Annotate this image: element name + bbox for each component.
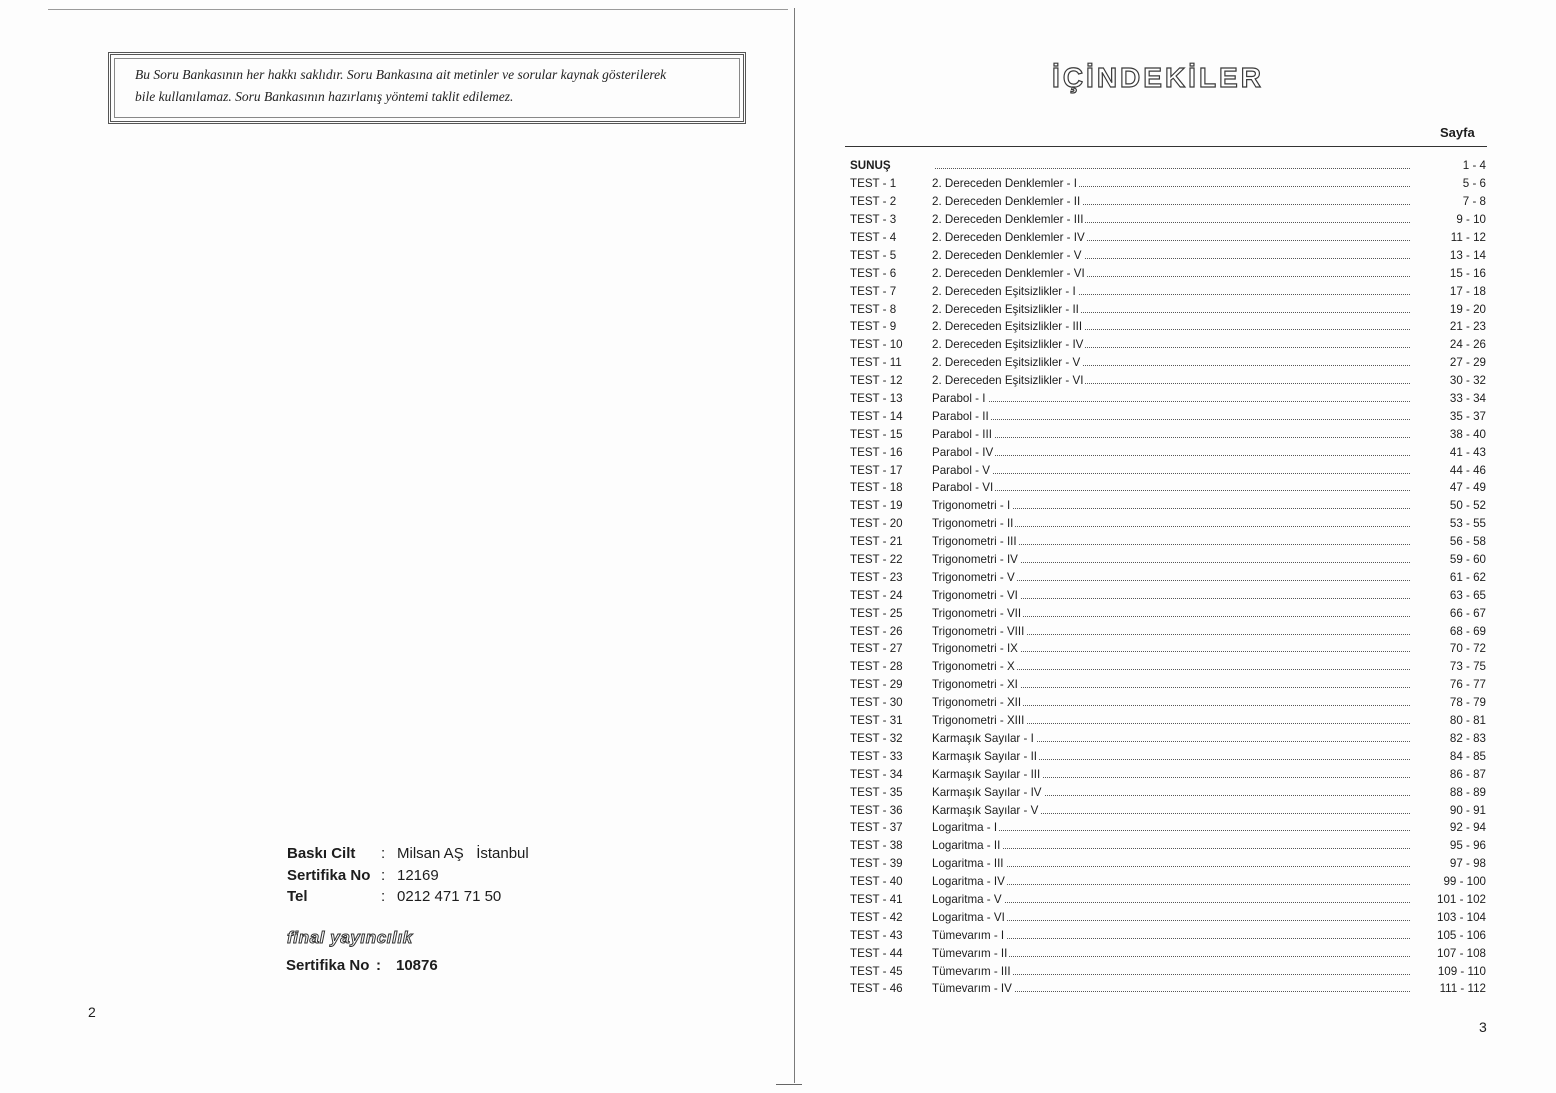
printer-row [287,843,529,865]
toc-label: TEST - 29 [850,678,903,692]
toc-row [850,855,1486,873]
printer-label: Tel [287,888,308,906]
toc-label: TEST - 33 [850,749,903,763]
toc-row [850,891,1486,909]
toc-title-text: Trigonometri - X [932,660,1015,674]
toc-row [850,425,1486,443]
toc-pages: 105 - 106 [1437,928,1486,942]
toc-title-text: Karmaşık Sayılar - III [932,767,1041,781]
printer-separator: : [381,866,386,884]
toc-label: TEST - 25 [850,606,903,620]
toc-title [932,947,1410,960]
toc-title-text: Logaritma - I [932,821,998,835]
toc-row [850,264,1486,282]
printer-value: 0212 471 71 50 [397,888,502,906]
toc-row [850,533,1486,551]
toc-row [850,515,1486,533]
toc-title-text: Trigonometri - VIII [932,624,1025,638]
toc-title [932,714,1410,727]
toc-title-text: Trigonometri - XI [932,678,1018,692]
toc-row [850,604,1486,622]
toc-pages: 33 - 34 [1449,392,1486,406]
toc-row [850,157,1486,175]
printer-separator: : [381,845,386,863]
toc-pages: 80 - 81 [1449,714,1486,728]
toc-label: TEST - 39 [850,857,903,871]
toc-row [850,640,1486,658]
toc-pages: 24 - 26 [1449,338,1486,352]
toc-pages: 88 - 89 [1449,785,1486,799]
toc-row [850,443,1486,461]
toc-row [850,300,1486,318]
toc-title [932,374,1410,387]
toc-row [850,229,1486,247]
page-column-header: Sayfa [1440,125,1475,140]
toc-row [850,390,1486,408]
toc-title [932,535,1410,548]
toc-label: TEST - 1 [850,177,897,191]
toc-title-text: Karmaşık Sayılar - II [932,749,1038,763]
toc-pages: 21 - 23 [1449,320,1486,334]
toc-label: TEST - 26 [850,624,903,638]
toc-title-text: Parabol - VI [932,481,994,495]
toc-label: TEST - 32 [850,731,903,745]
toc-title [932,893,1410,906]
toc-pages: 63 - 65 [1449,588,1486,602]
toc-label: TEST - 35 [850,785,903,799]
toc-label: TEST - 28 [850,660,903,674]
toc-label: TEST - 27 [850,642,903,656]
toc-label: TEST - 8 [850,302,897,316]
toc-row [850,783,1486,801]
toc-row [850,407,1486,425]
toc-row [850,962,1486,980]
toc-pages: 35 - 37 [1449,409,1486,423]
toc-pages: 97 - 98 [1449,857,1486,871]
toc-pages: 50 - 52 [1449,499,1486,513]
toc-label: SUNUŞ [850,159,891,173]
toc-pages: 99 - 100 [1443,875,1486,889]
toc-title [932,159,1410,172]
header-rule [845,146,1487,147]
toc-title [932,857,1410,870]
toc-title-text: Karmaşık Sayılar - IV [932,785,1042,799]
toc-pages: 15 - 16 [1449,266,1486,280]
toc-title-text: Trigonometri - IV [932,553,1018,567]
toc-title-text: 2. Dereceden Denklemler - II [932,195,1081,209]
publisher-cert-value: 10876 [396,957,438,974]
printer-separator: : [381,888,386,906]
toc-label: TEST - 5 [850,248,897,262]
toc-label: TEST - 14 [850,409,903,423]
toc-row [850,944,1486,962]
toc-label: TEST - 12 [850,374,903,388]
toc-label: TEST - 43 [850,928,903,942]
toc-title-text: Karmaşık Sayılar - I [932,731,1034,745]
toc-title [932,732,1410,745]
page-title: İÇİNDEKİLER [1052,62,1264,93]
toc-label: TEST - 30 [850,696,903,710]
toc-row [850,551,1486,569]
toc-title [932,231,1410,244]
toc-title-text: 2. Dereceden Denklemler - V [932,248,1082,262]
toc-pages: 92 - 94 [1449,821,1486,835]
printer-row [287,886,529,908]
toc-pages: 9 - 10 [1456,213,1486,227]
toc-title-text: 2. Dereceden Denklemler - III [932,213,1084,227]
toc-pages: 5 - 6 [1462,177,1486,191]
toc-row [850,211,1486,229]
toc-title-text: Parabol - III [932,427,992,441]
toc-title-text: Tümevarım - I [932,928,1005,942]
toc-title [932,356,1410,369]
toc-pages: 30 - 32 [1449,374,1486,388]
toc-pages: 84 - 85 [1449,749,1486,763]
toc-pages: 19 - 20 [1449,302,1486,316]
toc-title [932,589,1410,602]
toc-label: TEST - 34 [850,767,903,781]
toc-pages: 41 - 43 [1449,445,1486,459]
publisher-logo: final yayıncılık [287,928,413,947]
toc-label: TEST - 19 [850,499,903,513]
toc-title-text: Trigonometri - V [932,570,1015,584]
toc-title-text: Trigonometri - XIII [932,714,1025,728]
printer-info [287,843,529,908]
copyright-notice [108,52,746,124]
toc-pages: 101 - 102 [1437,892,1486,906]
publisher-certificate [286,957,438,974]
toc-pages: 17 - 18 [1449,284,1486,298]
toc-title-text: Trigonometri - XII [932,696,1022,710]
toc-title [932,839,1410,852]
toc-label: TEST - 13 [850,392,903,406]
toc-title [932,571,1410,584]
toc-row [850,837,1486,855]
toc-label: TEST - 15 [850,427,903,441]
toc-label: TEST - 42 [850,910,903,924]
toc-title-text: Parabol - II [932,409,989,423]
page-edge-mark [776,1084,802,1085]
toc-row [850,908,1486,926]
printer-value: Milsan AŞ İstanbul [397,845,529,863]
toc-title-text: Trigonometri - VI [932,588,1018,602]
toc-title [932,285,1410,298]
toc-title [932,660,1410,673]
toc-label: TEST - 6 [850,266,897,280]
toc-pages: 47 - 49 [1449,481,1486,495]
toc-pages: 70 - 72 [1449,642,1486,656]
toc-title-text: Logaritma - III [932,857,1004,871]
toc-row [850,282,1486,300]
toc-title [932,481,1410,494]
toc-title [932,804,1410,817]
toc-label: TEST - 36 [850,803,903,817]
toc-title [932,177,1410,190]
toc-label: TEST - 40 [850,875,903,889]
toc-label: TEST - 45 [850,964,903,978]
toc-row [850,354,1486,372]
toc-label: TEST - 20 [850,517,903,531]
toc-title-text: 2. Dereceden Eşitsizlikler - I [932,284,1076,298]
toc-label: TEST - 22 [850,553,903,567]
toc-title-text: Logaritma - IV [932,875,1005,889]
toc-pages: 78 - 79 [1449,696,1486,710]
toc-row [850,747,1486,765]
toc-pages: 66 - 67 [1449,606,1486,620]
toc-label: TEST - 23 [850,570,903,584]
toc-pages: 111 - 112 [1439,982,1486,996]
toc-title [932,625,1410,638]
printer-value: 12169 [397,866,439,884]
toc-pages: 13 - 14 [1449,248,1486,262]
toc-pages: 53 - 55 [1449,517,1486,531]
toc-title [932,410,1410,423]
toc-pages: 103 - 104 [1437,910,1486,924]
toc-title [932,553,1410,566]
toc-title-text: Tümevarım - III [932,964,1011,978]
toc-pages: 59 - 60 [1449,553,1486,567]
toc-title [932,911,1410,924]
toc-pages: 56 - 58 [1449,535,1486,549]
toc-title [932,768,1410,781]
toc-pages: 73 - 75 [1449,660,1486,674]
left-page-number: 2 [88,1004,96,1020]
toc-title [932,696,1410,709]
toc-row [850,801,1486,819]
toc-title-text: Logaritma - II [932,839,1001,853]
toc-row [850,497,1486,515]
toc-title [932,392,1410,405]
toc-row [850,318,1486,336]
toc-title [932,428,1410,441]
toc-title [932,786,1410,799]
toc-row [850,568,1486,586]
toc-label: TEST - 3 [850,213,897,227]
toc-label: TEST - 9 [850,320,897,334]
toc-label: TEST - 2 [850,195,897,209]
toc-label: TEST - 4 [850,231,897,244]
toc-label: TEST - 11 [850,356,902,370]
toc-row [850,658,1486,676]
toc-title-text: Trigonometri - VII [932,606,1022,620]
toc-title-text: Trigonometri - III [932,535,1017,549]
toc-title-text [932,159,934,172]
toc-title-text: 2. Dereceden Eşitsizlikler - IV [932,338,1084,352]
toc-title-text: 2. Dereceden Eşitsizlikler - III [932,320,1083,334]
toc-pages: 95 - 96 [1449,839,1486,853]
toc-title-text: 2. Dereceden Eşitsizlikler - II [932,302,1079,316]
toc-row [850,926,1486,944]
copyright-notice-line-2: bile kullanılamaz. Soru Bankasının hazırlanış yöntemi taklit edilemez. [135,89,514,104]
printer-label: Sertifika No [287,866,371,884]
toc-row [850,586,1486,604]
toc-pages: 38 - 40 [1449,427,1486,441]
publisher-cert-label: Sertifika No [286,957,370,974]
toc-pages: 68 - 69 [1449,624,1486,638]
toc-pages: 7 - 8 [1462,195,1486,209]
toc-pages: 90 - 91 [1449,803,1486,817]
toc-label: TEST - 10 [850,338,903,352]
toc-title-text: Trigonometri - II [932,517,1014,531]
toc-row [850,873,1486,891]
toc-title-text: Karmaşık Sayılar - V [932,803,1039,817]
toc-title [932,320,1410,333]
toc-title-text: Logaritma - VI [932,910,1005,924]
toc-row [850,461,1486,479]
toc-row [850,819,1486,837]
toc-title [932,195,1410,208]
toc-title [932,213,1410,226]
toc-pages: 27 - 29 [1449,356,1486,370]
toc-title-text: Tümevarım - IV [932,982,1012,996]
toc-label: TEST - 46 [850,982,903,996]
toc-title [932,464,1410,477]
toc-title-text: 2. Dereceden Denklemler - VI [932,266,1085,280]
toc-pages: 86 - 87 [1449,767,1486,781]
toc-row [850,676,1486,694]
toc-row [850,694,1486,712]
toc-title-text: Trigonometri - IX [932,642,1018,656]
toc-row [850,980,1486,998]
toc-pages: 109 - 110 [1437,964,1486,978]
toc-title-text: 2. Dereceden Eşitsizlikler - V [932,356,1081,370]
copyright-notice-line-1: Bu Soru Bankasının her hakkı saklıdır. Soru Bankasına ait metinler ve sorular kaynak gösterilerek [135,67,667,82]
page-edge-line [48,9,788,10]
toc-title-text: 2. Dereceden Eşitsizlikler - VI [932,374,1084,388]
toc-row [850,246,1486,264]
toc-label: TEST - 21 [850,535,903,549]
toc-title [932,642,1410,655]
toc-row [850,336,1486,354]
toc-title [932,303,1410,316]
toc-row [850,193,1486,211]
toc-pages: 44 - 46 [1449,463,1486,477]
toc-title [932,249,1410,262]
toc-row [850,622,1486,640]
toc-pages: 11 - 12 [1450,231,1486,244]
toc-title-text: Tümevarım - II [932,946,1008,960]
toc-title-text: 2. Dereceden Denklemler - I [932,177,1077,191]
toc-label: TEST - 37 [850,821,903,835]
toc-row [850,712,1486,730]
toc-title [932,982,1410,995]
toc-pages: 76 - 77 [1449,678,1486,692]
printer-row [287,865,529,887]
toc-label: TEST - 16 [850,445,903,459]
toc-title [932,678,1410,691]
toc-label: TEST - 38 [850,839,903,853]
toc-label: TEST - 24 [850,588,903,602]
toc-pages: 61 - 62 [1449,570,1486,584]
toc-label: TEST - 31 [850,714,903,728]
toc-title [932,929,1410,942]
toc-label: TEST - 44 [850,946,903,960]
toc-title [932,750,1410,763]
toc-title [932,267,1410,280]
toc-pages: 82 - 83 [1449,731,1486,745]
toc-label: TEST - 17 [850,463,903,477]
toc-title [932,821,1410,834]
toc-label: TEST - 41 [850,892,903,906]
toc-row [850,175,1486,193]
toc-title [932,446,1410,459]
toc-title [932,338,1410,351]
toc-label: TEST - 7 [850,284,897,298]
toc-title [932,499,1410,512]
toc-title-text: Logaritma - V [932,892,1002,906]
toc-title [932,875,1410,888]
table-of-contents [850,157,1486,998]
toc-title-text: Trigonometri - I [932,499,1011,513]
toc-title-text: Parabol - I [932,392,986,406]
toc-row [850,765,1486,783]
toc-title-text: 2. Dereceden Denklemler - IV [932,231,1085,244]
toc-row [850,730,1486,748]
toc-row [850,479,1486,497]
printer-label: Baskı Cilt [287,845,356,863]
toc-title-text: Parabol - IV [932,445,994,459]
page-fold [794,8,795,1083]
toc-label: TEST - 18 [850,481,903,495]
toc-row [850,372,1486,390]
right-page-number: 3 [1479,1019,1487,1035]
toc-title [932,965,1410,978]
toc-pages: 107 - 108 [1437,946,1486,960]
toc-title [932,607,1410,620]
toc-title-text: Parabol - V [932,463,990,477]
toc-pages: 1 - 4 [1462,159,1486,173]
toc-title [932,517,1410,530]
publisher-cert-separator: : [376,957,381,974]
